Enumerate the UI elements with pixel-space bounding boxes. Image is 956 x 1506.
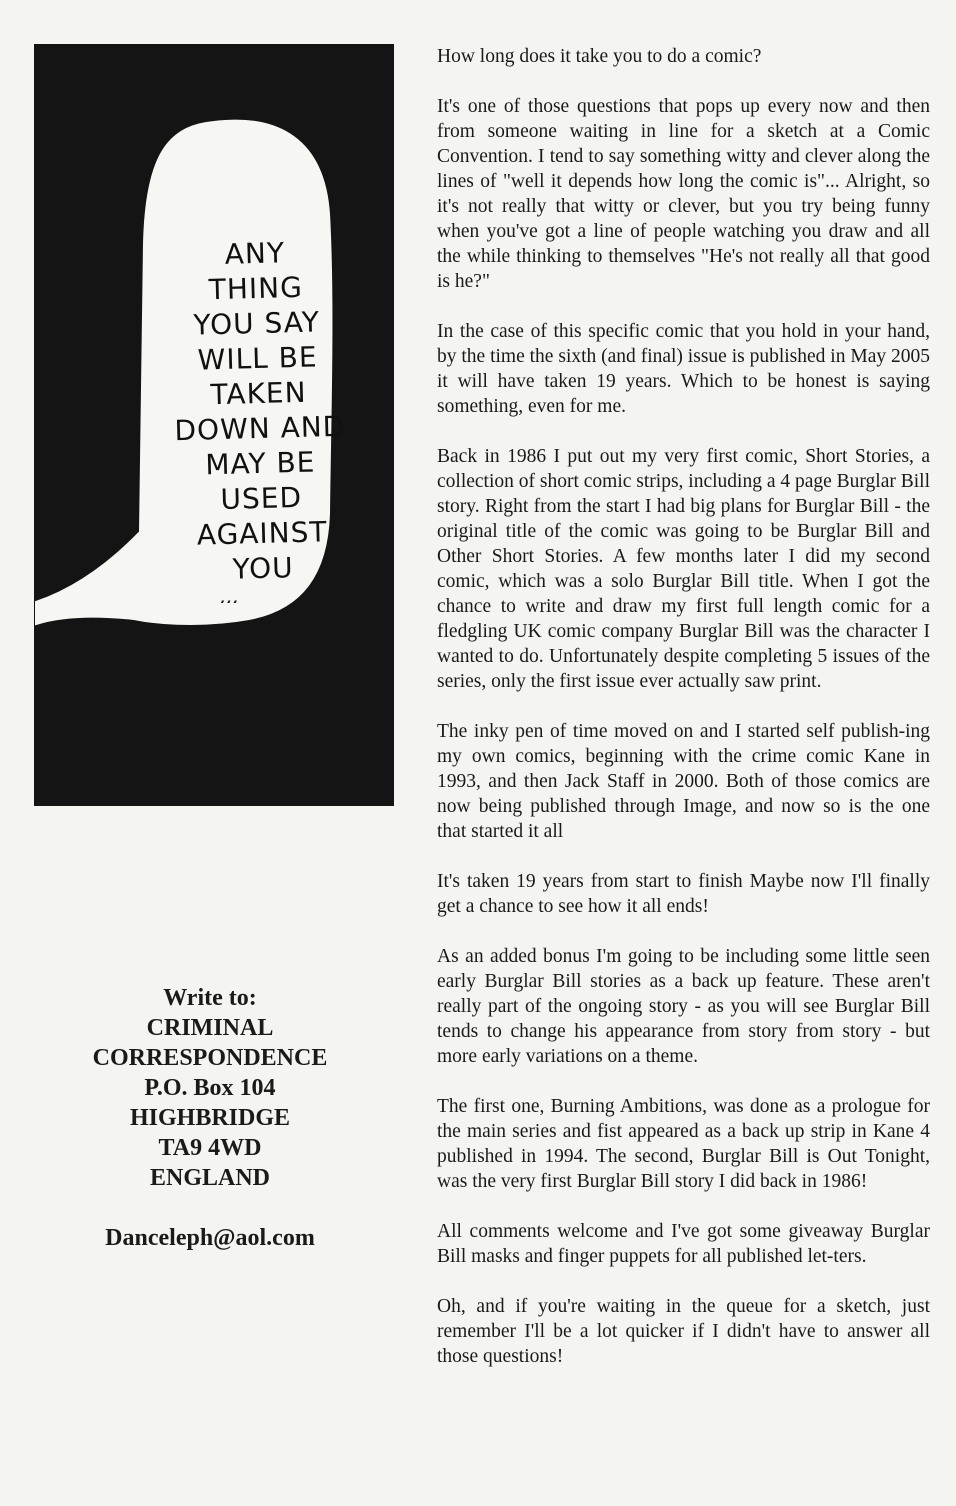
speech-line: TAKEN: [210, 375, 308, 412]
article-paragraph: Oh, and if you're waiting in the queue for a sketch, just remember I'll be a lot quicker if I didn't have to answer all those questions!: [437, 1296, 930, 1367]
speech-line: YOU: [232, 551, 295, 586]
address-line: CRIMINAL: [146, 1015, 274, 1041]
speech-bubble-text: [169, 234, 348, 588]
speech-line: THING: [208, 270, 304, 307]
speech-line: YOU SAY: [193, 305, 321, 342]
mailing-address: [60, 983, 360, 1253]
email-address: Danceleph@aol.com: [105, 1225, 315, 1251]
article-paragraph: All comments welcome and I've got some giveaway Burglar Bill masks and finger puppets for all published let-ters.: [437, 1221, 930, 1267]
address-spacer: [60, 1193, 360, 1223]
speech-line: DOWN AND: [174, 409, 346, 448]
speech-line: WILL BE: [197, 340, 319, 377]
address-line: HIGHBRIDGE: [129, 1105, 291, 1131]
article-paragraph: It's taken 19 years from start to finish Maybe now I'll finally get a chance to see how it all ends!: [437, 871, 930, 917]
speech-line: ANY: [224, 236, 286, 271]
speech-line: AGAINST: [196, 515, 328, 552]
article-paragraph: The first one, Burning Ambitions, was done as a prologue for the main series and fist appeared as a back up strip in Kane 4 published in 1994. The second, Burglar Bill is Out Tonight, was the very first Burglar Bill story I did back in 1986!: [437, 1096, 930, 1192]
article-paragraph: In the case of this specific comic that you hold in your hand, by the time the sixth (and final) issue is published in May 2005 it will have taken 19 years. Which to be honest is saying something, even for me.: [437, 321, 930, 417]
speech-line: MAY BE: [204, 445, 316, 482]
article-column: [437, 44, 930, 1394]
address-line: ENGLAND: [149, 1165, 270, 1191]
address-line: CORRESPONDENCE: [92, 1045, 328, 1071]
speech-line: USED: [220, 480, 303, 517]
speech-ellipsis: ...: [216, 584, 247, 608]
article-paragraph: Back in 1986 I put out my very first comic, Short Stories, a collection of short comic strips, including a 4 page Burglar Bill story. Right from the start I had big plans for Burglar Bill - the original title of the comic was going to be Burglar Bill and Other Short Stories. A few months later I did my second comic, which was a solo Burglar Bill title. When I got the chance to write and draw my first full length comic for a fledgling UK comic company Burglar Bill was the character I wanted to do. Unfortunately despite completing 5 issues of the series, only the first issue ever actually saw print.: [437, 446, 931, 692]
address-line: TA9 4WD: [158, 1135, 262, 1161]
article-paragraph: As an added bonus I'm going to be including some little seen early Burglar Bill stories as a back up feature. These aren't really part of the ongoing story - as you will see Burglar Bill tends to change his appearance from story from story - but more early variations on a theme.: [437, 946, 930, 1067]
address-heading: Write to:: [163, 985, 257, 1011]
article-paragraph: It's one of those questions that pops up every now and then from someone waiting in line for a sketch at a Comic Convention. I tend to say something witty and clever along the lines of "well it depends how long the comic is"... Alright, so it's not really that witty or clever, but you try being funny when you've got a line of people watching you draw and all the while thinking to themselves "He's not really all that good is he?": [437, 96, 930, 292]
article-paragraph: The inky pen of time moved on and I started self publish-ing my own comics, beginning with the crime comic Kane in 1993, and then Jack Staff in 2000. Both of those comics are now being published through Image, and now so is the one that started it all: [437, 721, 930, 842]
address-line: P.O. Box 104: [144, 1075, 276, 1101]
comic-panel: [34, 44, 394, 806]
article-paragraph: How long does it take you to do a comic?: [437, 46, 762, 67]
